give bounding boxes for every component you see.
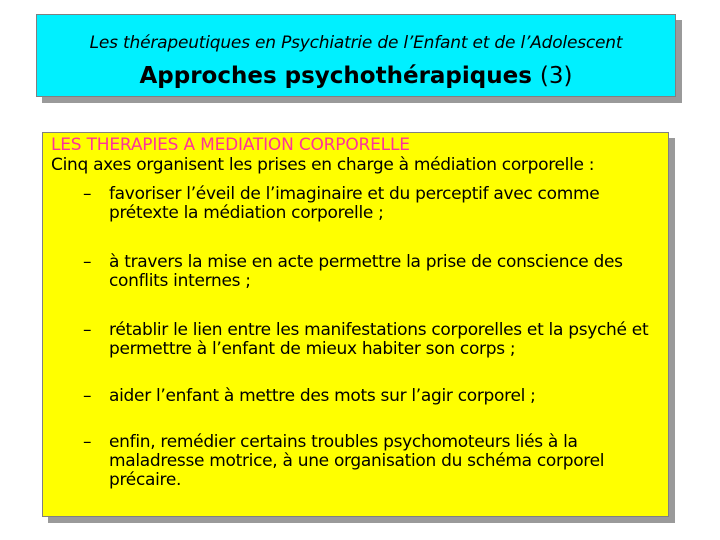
title-banner bbox=[36, 14, 676, 97]
list-item-text: aider l’enfant à mettre des mots sur l’agir corporel ; bbox=[109, 386, 536, 406]
slide-subtitle: Les thérapeutiques en Psychiatrie de l’Enfant et de l’Adolescent bbox=[89, 33, 623, 53]
list-item bbox=[83, 253, 663, 291]
content-box bbox=[42, 132, 669, 517]
list-item bbox=[83, 433, 663, 490]
list-item-text: favoriser l’éveil de l’imaginaire et du perceptif avec comme prétexte la médiation corporelle ; bbox=[109, 184, 600, 223]
slide-title bbox=[37, 63, 675, 89]
bullet-dash: – bbox=[83, 386, 92, 406]
list-item-text: rétablir le lien entre les manifestations corporelles et la psyché et permettre à l’enfant de mieux habiter son corps ; bbox=[109, 320, 649, 359]
bullet-dash: – bbox=[83, 184, 92, 204]
list-item bbox=[83, 185, 663, 223]
bullet-dash: – bbox=[83, 432, 92, 452]
list-item bbox=[83, 387, 663, 406]
list-item-text: à travers la mise en acte permettre la prise de conscience des conflits internes ; bbox=[109, 252, 623, 291]
section-heading: LES THERAPIES A MEDIATION CORPORELLE bbox=[51, 135, 410, 155]
list-item bbox=[83, 321, 663, 359]
slide-title-number: (3) bbox=[539, 63, 573, 89]
slide-title-text: Approches psychothérapiques bbox=[139, 63, 532, 89]
bullet-dash: – bbox=[83, 320, 92, 340]
bullet-dash: – bbox=[83, 252, 92, 272]
list-item-text: enfin, remédier certains troubles psychomoteurs liés à la maladresse motrice, à une organisation du schéma corporel précaire. bbox=[109, 432, 605, 490]
intro-text: Cinq axes organisent les prises en charge à médiation corporelle : bbox=[51, 155, 595, 175]
